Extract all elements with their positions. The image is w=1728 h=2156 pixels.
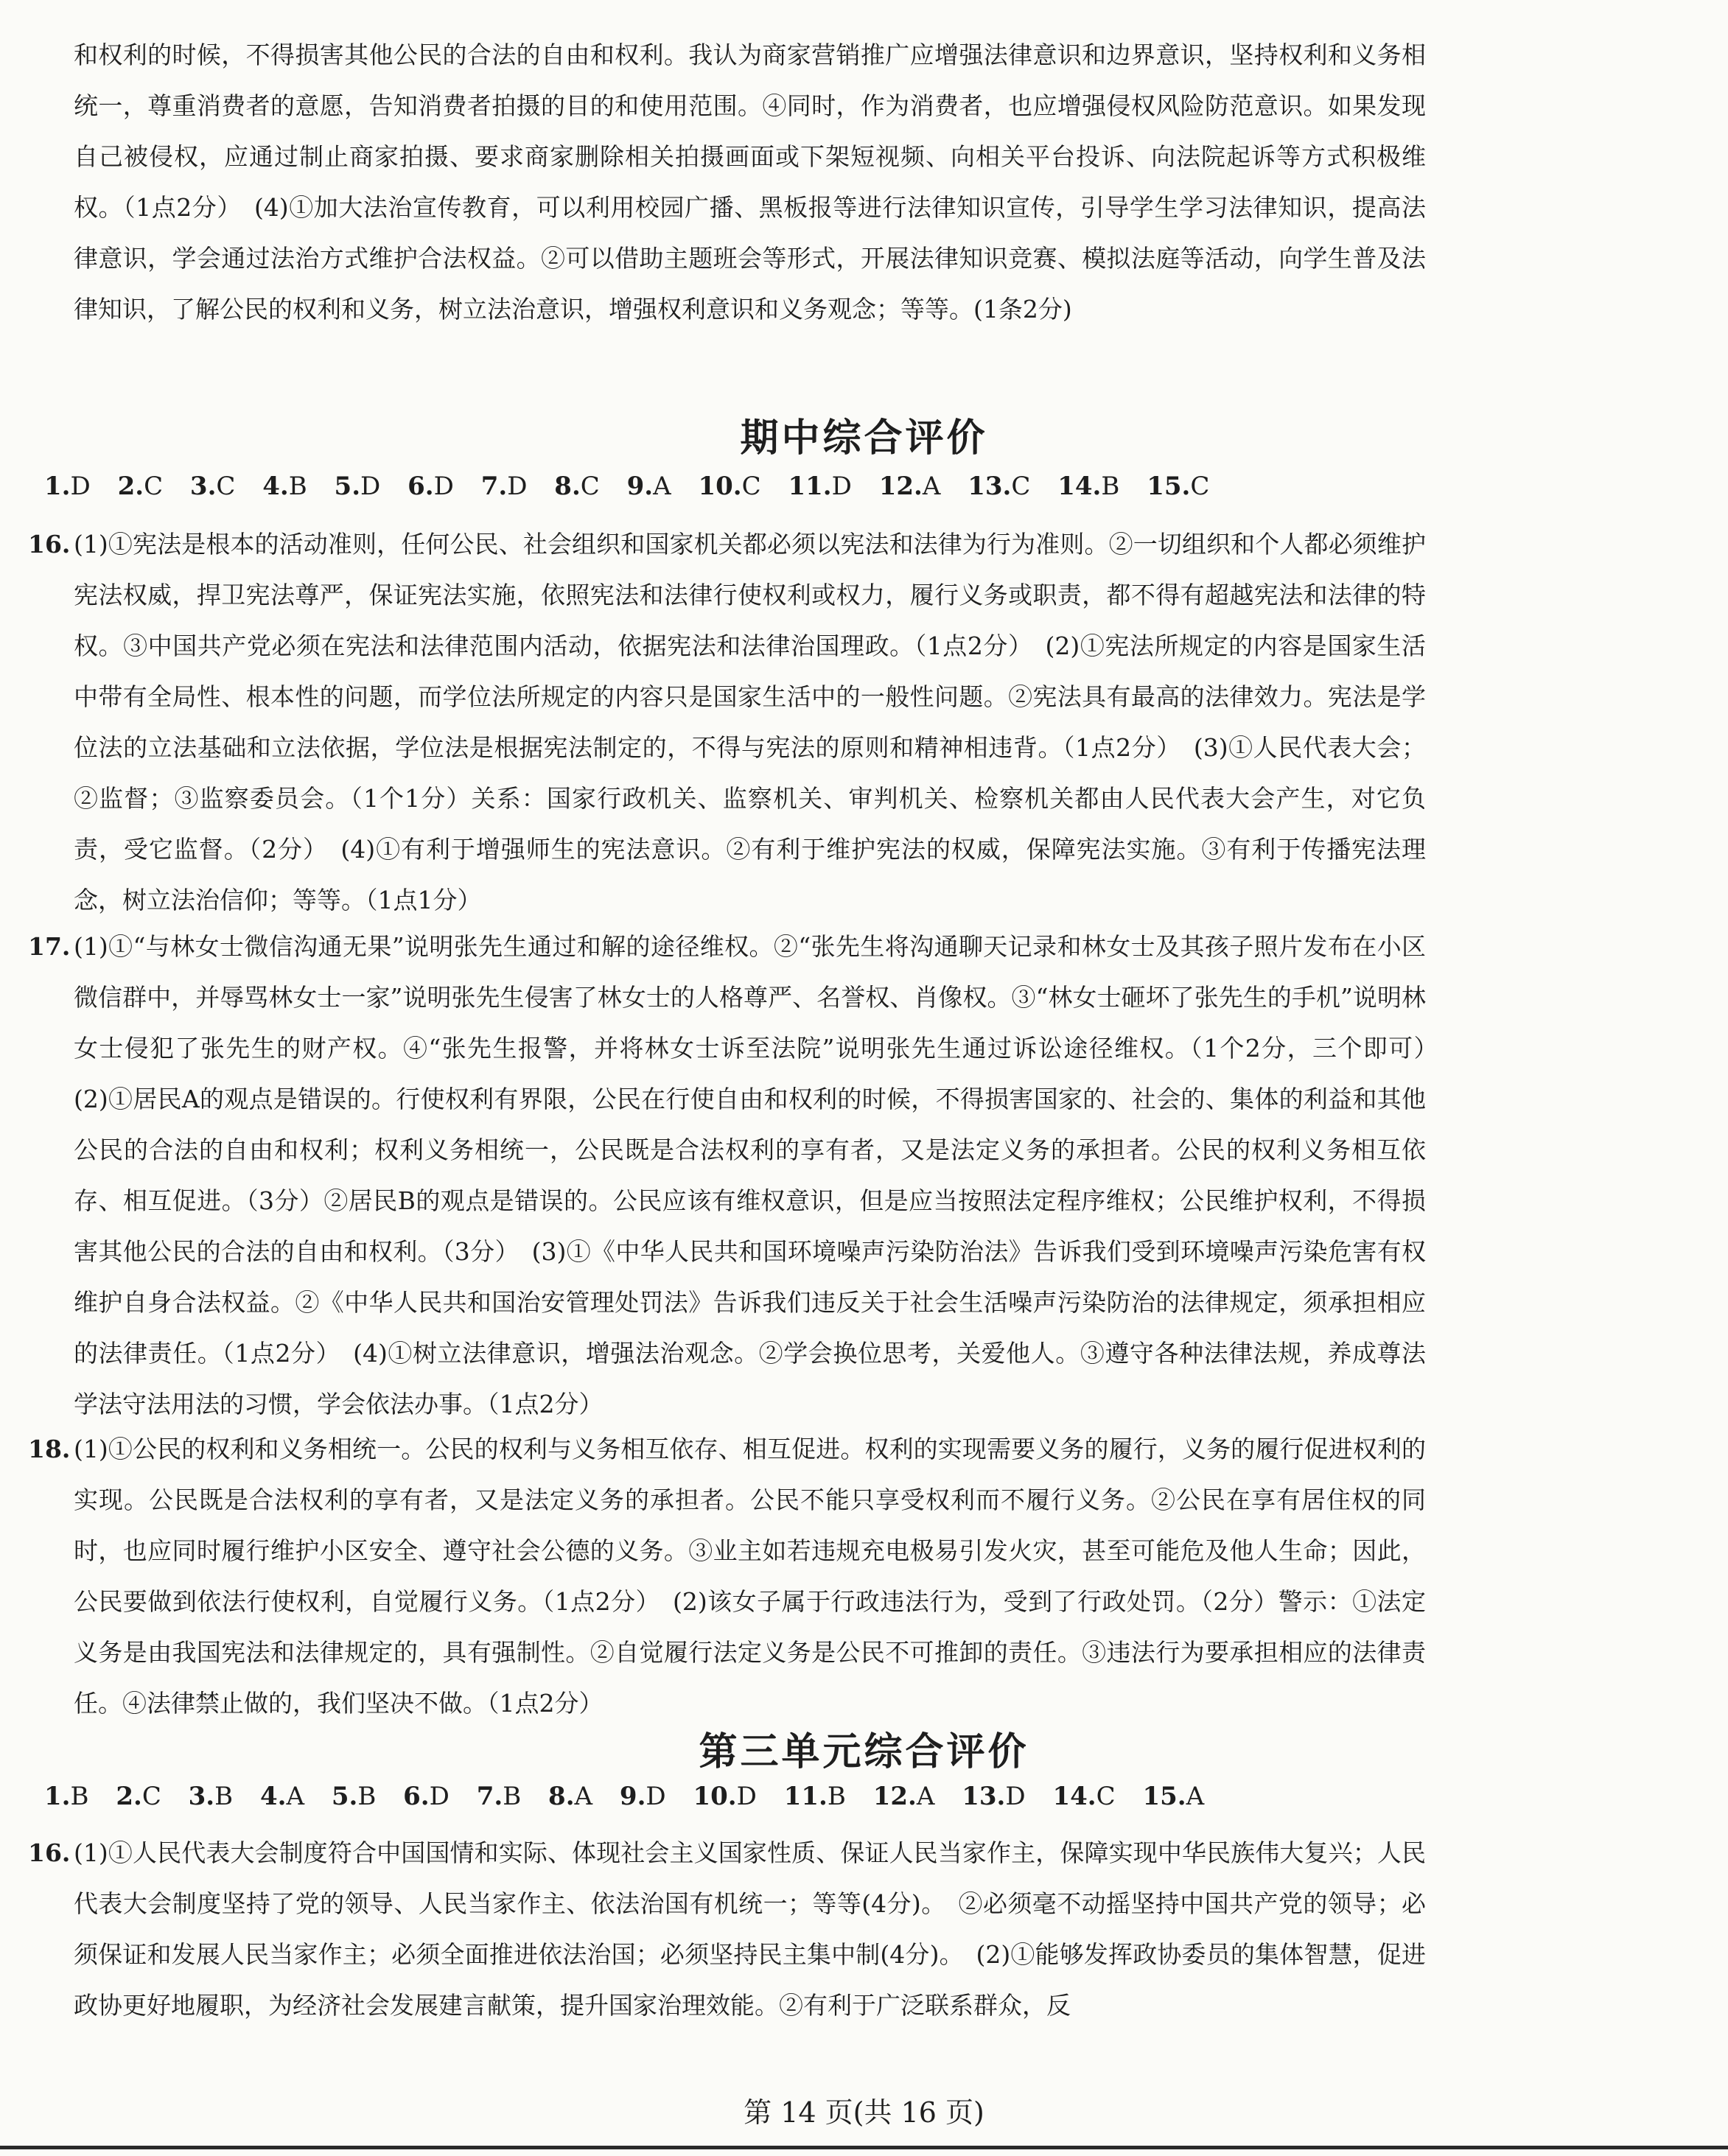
- mcq-item: 3.B: [188, 1782, 234, 1811]
- mcq-answers-midterm: [44, 472, 1430, 501]
- mcq-item: 6.D: [407, 472, 454, 501]
- mcq-item: 7.B: [476, 1782, 522, 1811]
- mcq-item: 1.D: [44, 472, 91, 501]
- question-number: 17.: [28, 932, 71, 961]
- question-16-unit3: [28, 1827, 1426, 2031]
- mcq-item: 2.C: [116, 1782, 161, 1811]
- mcq-item: 9.D: [619, 1782, 666, 1811]
- mcq-item: 12.A: [872, 1782, 935, 1811]
- section-title-midterm: 期中综合评价: [740, 416, 988, 461]
- mcq-item: 13.D: [962, 1782, 1026, 1811]
- mcq-answers-unit3: [44, 1782, 1430, 1811]
- question-answer-text: (1)①“与林女士微信沟通无果”说明张先生通过和解的途径维权。②“张先生将沟通聊天记录和林女士及其孩子照片发布在小区微信群中，并辱骂林女士一家”说明张先生侵害了林女士的人格尊严、名誉权、肖像权。③“林女士砸坏了张先生的手机”说明林女士侵犯了张先生的财产权。④“张先生报警，并将林女士诉至法院”说明张先生通过诉讼途径维权。（1个2分，三个即可） (2)①居民A的观点是错误的。行使权利有界限，公民在行使自由和权利的时候，不得损害国家的、社会的、集体的利益和其他公民的合法的自由和权利；权利义务相统一，公民既是合法权利的享有者，又是法定义务的承担者。公民的权利义务相互依存、相互促进。（3分）②居民B的观点是错误的。公民应该有维权意识，但是应当按照法定程序维权；公民维护权利，不得损害其他公民的合法的自由和权利。（3分） (3)①《中华人民共和国环境噪声污染防治法》告诉我们受到环境噪声污染危害有权维护自身合法权益。②《中华人民共和国治安管理处罚法》告诉我们违反关于社会生活噪声污染防治的法律规定，须承担相应的法律责任。（1点2分） (4)①树立法律意识，增强法治观念。②学会换位思考，关爱他人。③遵守各种法律法规，养成尊法学法守法用法的习惯，学会依法办事。（1点2分）: [74, 932, 1450, 1418]
- mcq-item: 5.D: [334, 472, 381, 501]
- mcq-item: 1.B: [44, 1782, 89, 1811]
- section-title-unit3: 第三单元综合评价: [699, 1729, 1029, 1774]
- mcq-item: 12.A: [878, 472, 941, 501]
- question-number: 18.: [28, 1435, 71, 1463]
- mcq-item: 14.B: [1057, 472, 1120, 501]
- mcq-item: 14.C: [1052, 1782, 1116, 1811]
- mcq-item: 15.C: [1147, 472, 1210, 501]
- mcq-item: 15.A: [1142, 1782, 1205, 1811]
- question-answer-text: (1)①宪法是根本的活动准则，任何公民、社会组织和国家机关都必须以宪法和法律为行为准则。②一切组织和个人都必须维护宪法权威，捍卫宪法尊严，保证宪法实施，依照宪法和法律行使权利或权力，履行义务或职责，都不得有超越宪法和法律的特权。③中国共产党必须在宪法和法律范围内活动，依据宪法和法律治国理政。（1点2分） (2)①宪法所规定的内容是国家生活中带有全局性、根本性的问题，而学位法所规定的内容只是国家生活中的一般性问题。②宪法具有最高的法律效力。宪法是学位法的立法基础和立法依据，学位法是根据宪法制定的，不得与宪法的原则和精神相违背。（1点2分） (3)①人民代表大会；②监督；③监察委员会。（1个1分）关系：国家行政机关、监察机关、审判机关、检察机关都由人民代表大会产生，对它负责，受它监督。（2分） (4)①有利于增强师生的宪法意识。②有利于维护宪法的权威，保障宪法实施。③有利于传播宪法理念，树立法治信仰；等等。（1点1分）: [74, 530, 1426, 914]
- question-17-midterm: [28, 921, 1450, 1429]
- page-footer: 第 14 页(共 16 页): [744, 2096, 984, 2129]
- mcq-item: 10.D: [693, 1782, 757, 1811]
- mcq-item: 9.A: [626, 472, 671, 501]
- mcq-item: 8.A: [548, 1782, 593, 1811]
- mcq-item: 4.B: [262, 472, 307, 501]
- mcq-item: 4.A: [259, 1782, 305, 1811]
- question-answer-text: (1)①人民代表大会制度符合中国国情和实际、体现社会主义国家性质、保证人民当家作主，保障实现中华民族伟大复兴；人民代表大会制度坚持了党的领导、人民当家作主、依法治国有机统一；等等(4分)。 ②必须毫不动摇坚持中国共产党的领导；必须保证和发展人民当家作主；必须全面推进依法治国；必须坚持民主集中制(4分)。 (2)①能够发挥政协委员的集体智慧，促进政协更好地履职，为经济社会发展建言献策，提升国家治理效能。②有利于广泛联系群众，反: [74, 1838, 1426, 2020]
- question-number: 16.: [28, 530, 71, 559]
- mcq-item: 11.B: [783, 1782, 846, 1811]
- mcq-item: 13.C: [968, 472, 1031, 501]
- mcq-item: 8.C: [554, 472, 600, 501]
- mcq-item: 10.C: [698, 472, 761, 501]
- mcq-item: 3.C: [189, 472, 236, 501]
- mcq-item: 2.C: [117, 472, 164, 501]
- mcq-item: 11.D: [788, 472, 852, 501]
- question-16-midterm: [28, 519, 1426, 925]
- bottom-rule: [0, 2146, 1728, 2149]
- mcq-item: 5.B: [331, 1782, 377, 1811]
- question-number: 16.: [28, 1838, 71, 1867]
- mcq-item: 6.D: [403, 1782, 450, 1811]
- question-answer-text: (1)①公民的权利和义务相统一。公民的权利与义务相互依存、相互促进。权利的实现需要义务的履行，义务的履行促进权利的实现。公民既是合法权利的享有者，又是法定义务的承担者。公民不能只享受权利而不履行义务。②公民在享有居住权的同时，也应同时履行维护小区安全、遵守社会公德的义务。③业主如若违规充电极易引发火灾，甚至可能危及他人生命；因此，公民要做到依法行使权利，自觉履行义务。（1点2分） (2)该女子属于行政违法行为，受到了行政处罚。（2分）警示：①法定义务是由我国宪法和法律规定的，具有强制性。②自觉履行法定义务是公民不可推卸的责任。③违法行为要承担相应的法律责任。④法律禁止做的，我们坚决不做。（1点2分）: [74, 1435, 1426, 1718]
- intro-paragraph: 和权利的时候，不得损害其他公民的合法的自由和权利。我认为商家营销推广应增强法律意识和边界意识，坚持权利和义务相统一，尊重消费者的意愿，告知消费者拍摄的目的和使用范围。④同时，作为消费者，也应增强侵权风险防范意识。如果发现自己被侵权，应通过制止商家拍摄、要求商家删除相关拍摄画面或下架短视频、向相关平台投诉、向法院起诉等方式积极维权。（1点2分） (4)①加大法治宣传教育，可以利用校园广播、黑板报等进行法律知识宣传，引导学生学习法律知识，提高法律意识，学会通过法治方式维护合法权益。②可以借助主题班会等形式，开展法律知识竞赛、模拟法庭等活动，向学生普及法律知识，了解公民的权利和义务，树立法治意识，增强权利意识和义务观念；等等。(1条2分): [74, 41, 1426, 323]
- question-18-midterm: [28, 1424, 1426, 1729]
- mcq-item: 7.D: [480, 472, 528, 501]
